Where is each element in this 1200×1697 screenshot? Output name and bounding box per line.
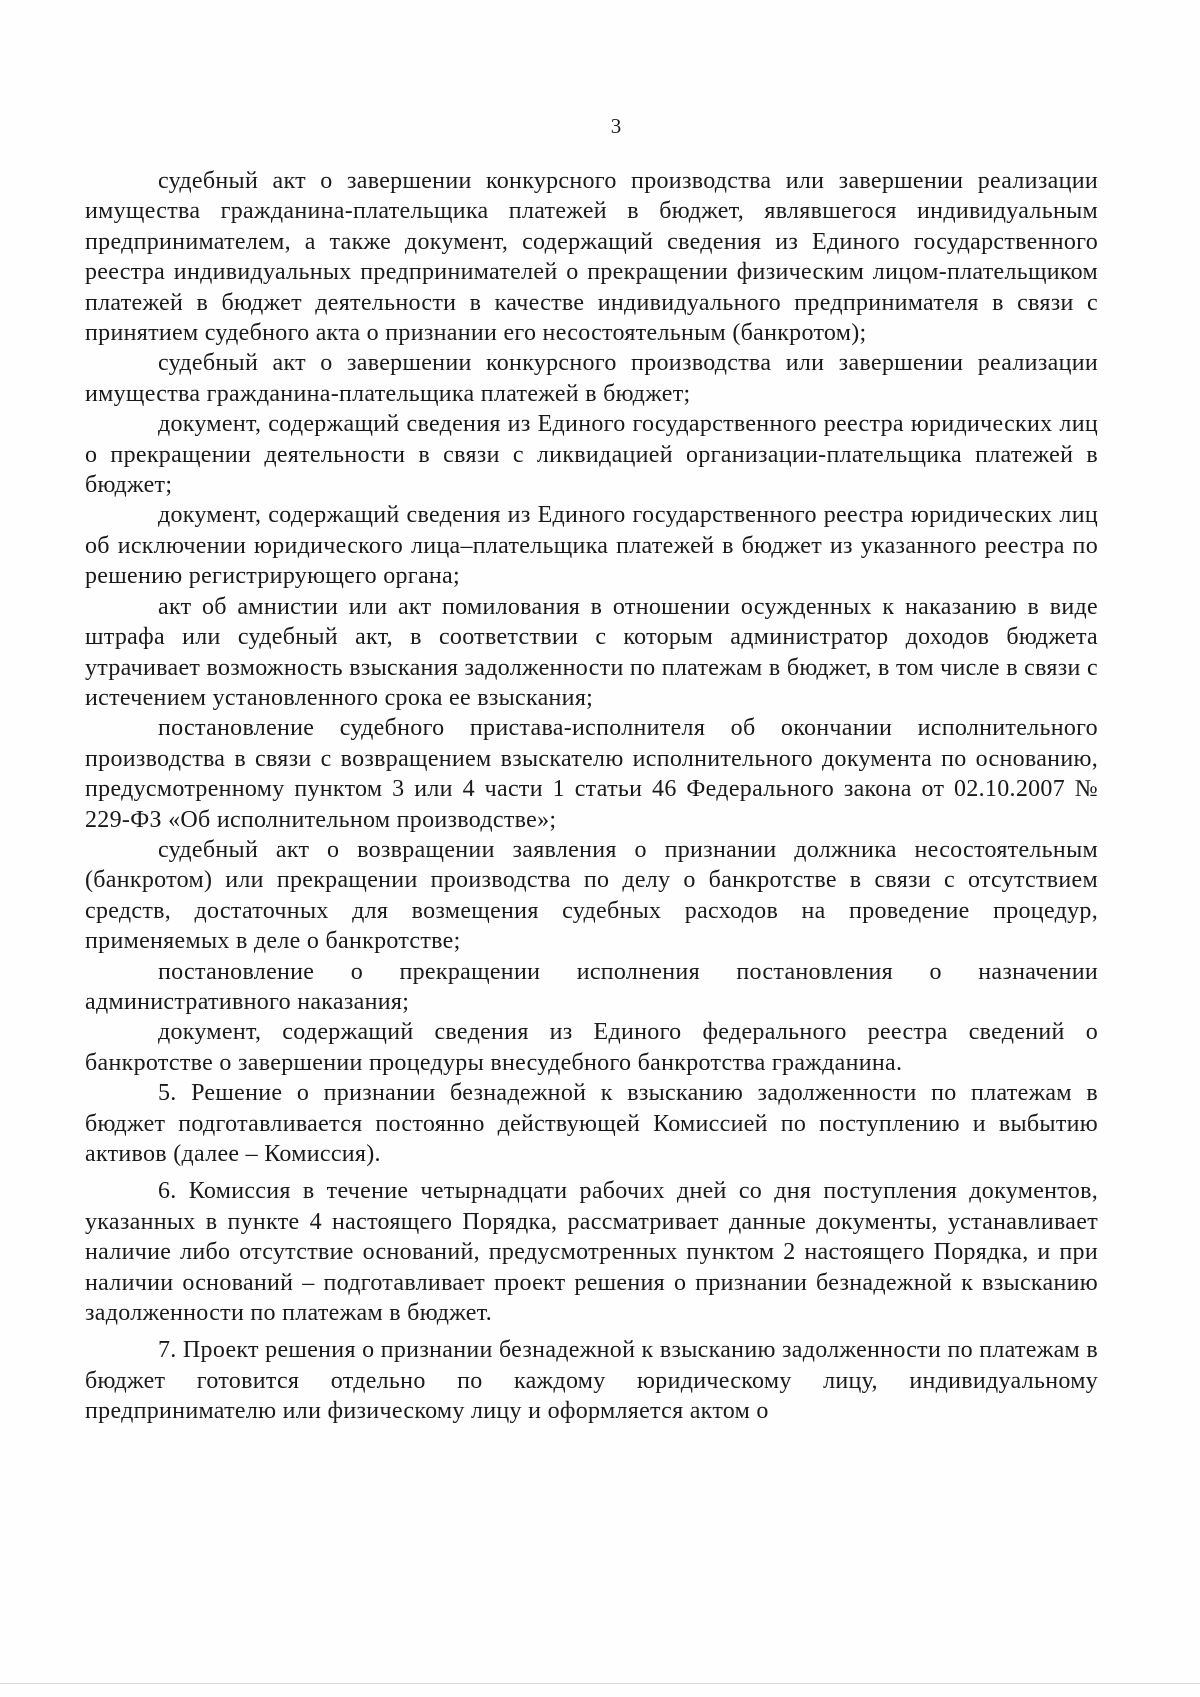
paragraph-item-6: 6. Комиссия в течение четырнадцати рабочих дней со дня поступления документов, указанных в пункте 4 настоящего Порядка, рассматривает данные документы, устанавливает наличие либо отсутствие оснований, предусмотренных пунктом 2 настоящего Порядка, и при наличии оснований – подготавливает проект решения о признании безнадежной к взысканию задолженности по платежам в бюджет. bbox=[85, 1178, 1098, 1327]
scan-edge-line bbox=[0, 1683, 1200, 1684]
paragraph-bailiff-resolution: постановление судебного пристава-исполнителя об окончании исполнительного производства в связи с возвращением взыскателю исполнительного документа по основанию, предусмотренному пунктом 3 или 4 части 1 статьи 46 Федерального закона от 02.10.2007 № 229-ФЗ «Об исполнительном производстве»; bbox=[85, 715, 1098, 833]
paragraph-item-5: 5. Решение о признании безнадежной к взысканию задолженности по платежам в бюджет подготавливается постоянно действующей Комиссией по поступлению и выбытию активов (далее – Комиссия). bbox=[85, 1080, 1098, 1167]
paragraph-termination: постановление о прекращении исполнения постановления о назначении административного наказания; bbox=[85, 958, 1098, 1015]
document-body bbox=[85, 166, 1098, 1427]
paragraph-claim-return: судебный акт о возвращении заявления о признании должника несостоятельным (банкротом) или прекращении производства по делу о банкротстве в связи с отсутствием средств, достаточных для возмещения судебных расходов на проведение процедур, применяемых в деле о банкротстве; bbox=[85, 836, 1098, 955]
paragraph-amnesty: акт об амнистии или акт помилования в отношении осужденных к наказанию в виде штрафа или судебный акт, в соответствии с которым администратор доходов бюджета утрачивает возможность взыскания задолженности по платежам в бюджет, в том числе в связи с истечением установленного срока ее взыскания; bbox=[85, 593, 1098, 711]
page-number: 3 bbox=[610, 114, 622, 138]
paragraph-liquidation: документ, содержащий сведения из Единого государственного реестра юридических лиц о прекращении деятельности в связи с ликвидацией организации-плательщика платежей в бюджет; bbox=[85, 411, 1098, 499]
paragraph-registry-exclusion: документ, содержащий сведения из Единого государственного реестра юридических лиц об исключении юридического лица–плательщика платежей в бюджет из указанного реестра по решению регистрирующего органа; bbox=[85, 502, 1098, 590]
paragraph-item-7: 7. Проект решения о признании безнадежной к взысканию задолженности по платежам в бюджет готовится отдельно по каждому юридическому лицу, индивидуальному предпринимателю или физическому лицу и оформляется актом о bbox=[85, 1337, 1098, 1425]
paragraph-bankruptcy-entrepreneur: судебный акт о завершении конкурсного производства или завершении реализации имущества гражданина-плательщика платежей в бюджет, являвшегося индивидуальным предпринимателем, а также документ, содержащий сведения из Единого государственного реестра индивидуальных предпринимателей о прекращении физическим лицом-плательщиком платежей в бюджет деятельности в качестве индивидуального предпринимателя в связи с принятием судебного акта о признании его несостоятельным (банкротом); bbox=[85, 168, 1098, 347]
paragraph-extrajudicial-bankruptcy: документ, содержащий сведения из Единого федерального реестра сведений о банкротстве о завершении процедуры внесудебного банкротства гражданина. bbox=[85, 1019, 1098, 1076]
paragraph-bankruptcy-citizen: судебный акт о завершении конкурсного производства или завершении реализации имущества гражданина-плательщика платежей в бюджет; bbox=[85, 350, 1098, 407]
